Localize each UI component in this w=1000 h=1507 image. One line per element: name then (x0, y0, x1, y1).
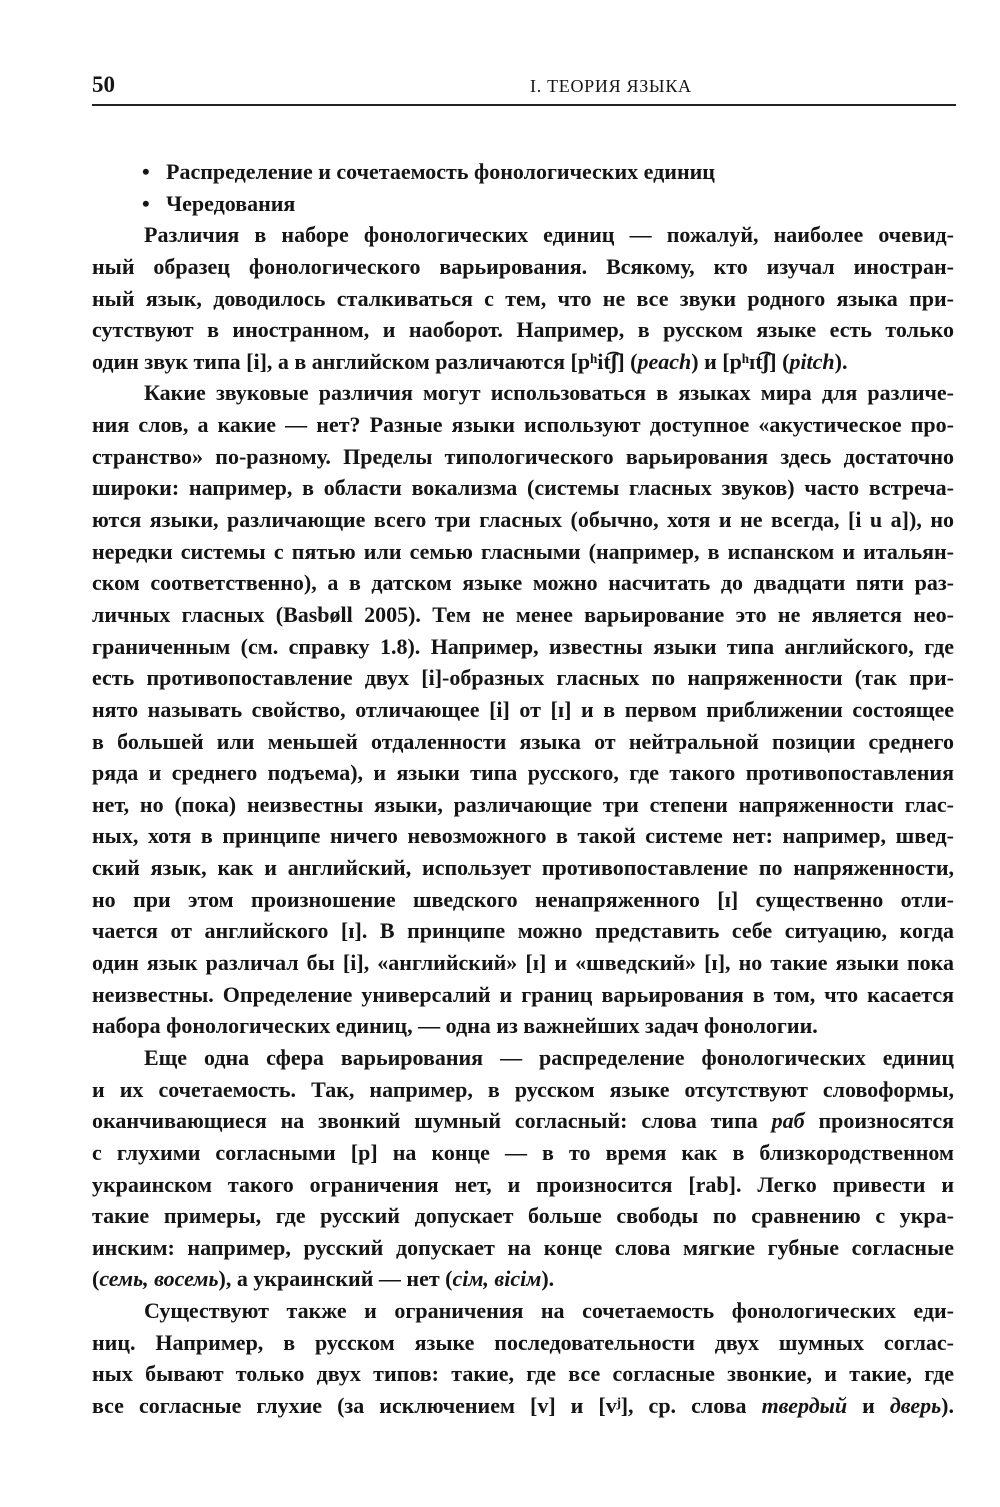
text-line: ный образец фонологического варьирования. Всякому, кто изучал иностран- (92, 253, 954, 279)
text-line: широки: например, в области вокализма (системы гласных звуков) часто встреча- (92, 475, 954, 501)
list-item: • Чередования (92, 188, 954, 220)
text-line: есть противопоставление двух [i]-образных гласных по напряженности (так при- (92, 665, 954, 691)
bullet-list (92, 156, 954, 219)
italic-term: peach (637, 348, 692, 374)
text-line: ниц. Например, в русском языке последовательности двух шумных соглас- (92, 1329, 954, 1355)
text-line: неизвестны. Определение универсалий и границ варьирования в том, что касается (92, 981, 954, 1007)
bullet-icon: • (142, 190, 150, 216)
text-line: ский язык, как и английский, использует противопоставление по напряженности, (92, 855, 954, 881)
bold-term: нейтральной позиции (628, 728, 856, 754)
page-body (92, 156, 954, 1422)
text-line: (семь, восемь), а украинский — нет (сім, вісім). (92, 1266, 555, 1292)
text-line: личных гласных (Basbøll 2005). Тем не менее варьирование это не является нео- (92, 601, 954, 627)
text-line: ных бывают только двух типов: такие, где все согласные звонкие, и такие, где (92, 1361, 954, 1387)
paragraph-1 (92, 219, 954, 377)
paragraph-2 (92, 377, 954, 1041)
list-item: • Распределение и сочетаемость фонологических единиц (92, 156, 954, 188)
page-header (92, 70, 956, 106)
text-line: с глухими согласными [p] на конце — в то время как в близкородственном (92, 1139, 954, 1165)
text-line: граниченным (см. справку 1.8). Например, известны языки типа английского, где (92, 633, 954, 659)
bullet-icon: • (142, 159, 150, 184)
text-line: нередки системы с пятью или семью гласными (например, в испанском и итальян- (92, 538, 954, 564)
paragraph-3 (92, 1042, 954, 1295)
text-line: Различия в наборе фонологических единиц — пожалуй, наиболее очевид- (144, 222, 954, 248)
text-line: Еще одна сфера варьирования — распределение фонологических единиц (144, 1044, 954, 1070)
italic-term: дверь (889, 1392, 942, 1418)
text-line: но при этом произношение шведского ненапряженного [ɪ] существенно отли- (92, 886, 954, 912)
text-line: оканчивающиеся на звонкий шумный согласный: слова типа раб произносятся (92, 1108, 954, 1134)
text-line: ском соответственно), а в датском языке можно насчитать до двадцати пяти раз- (92, 570, 954, 596)
text-line: один звук типа [i], а в английском различаются [pʰit͡ʃ] (peach) и [pʰɪt͡ʃ] (pitch). (92, 348, 848, 374)
text-line: инским: например, русский допускает на конце слова мягкие губные согласные (92, 1234, 954, 1260)
italic-term: твердый (761, 1392, 848, 1418)
italic-term: сім, вісім (452, 1266, 542, 1292)
running-title: I. ТЕОРИЯ ЯЗЫКА (530, 76, 692, 96)
italic-term: pitch (789, 348, 835, 374)
text-line: Существуют также и ограничения на сочетаемость фонологических еди- (144, 1298, 954, 1324)
text-line: и их сочетаемость. Так, например, в русском языке отсутствуют словоформы, (92, 1076, 954, 1102)
italic-term: раб (771, 1108, 805, 1134)
text-line: ный язык, доводилось сталкиваться с тем, что не все звуки родного языка при- (92, 285, 954, 311)
text-line: ния слов, а какие — нет? Разные языки используют доступное «акустическое про- (92, 412, 954, 438)
text-line: ных, хотя в принципе ничего невозможного в такой системе нет: например, швед- (92, 823, 954, 849)
text-line: набора фонологических единиц, — одна из важнейших задач фонологии. (92, 1013, 818, 1039)
text-line: все согласные глухие (за исключением [v] и [vʲ], ср. слова твердый и дверь). (92, 1392, 954, 1418)
text-line: нет, но (пока) неизвестны языки, различающие три степени напряженности глас- (92, 791, 954, 817)
page-number: 50 (92, 72, 115, 97)
paragraph-4 (92, 1295, 954, 1422)
text-line: нято называть свойство, отличающее [i] от [ɪ] и в первом приближении состоящее (92, 696, 954, 722)
text-line: такие примеры, где русский допускает больше свободы по сравнению с укра- (92, 1203, 954, 1229)
text-line: украинском такого ограничения нет, и произносится [rab]. Легко привести и (92, 1171, 954, 1197)
text-line: сутствуют в иностранном, и наоборот. Например, в русском языке есть только (92, 317, 954, 343)
text-line: в большей или меньшей отдаленности языка от нейтральной позиции среднего (92, 728, 955, 754)
text-line: ются языки, различающие всего три гласных (обычно, хотя и не всегда, [i u a]), но (92, 507, 954, 533)
bold-term: вокализма (411, 475, 518, 501)
text-line: чается от английского [ɪ]. В принципе можно представить себе ситуацию, когда (92, 918, 954, 944)
italic-term: семь, восемь (99, 1266, 219, 1292)
text-line: ряда и среднего подъема), и языки типа русского, где такого противопоставления (92, 760, 954, 786)
text-line: Какие звуковые различия могут использоваться в языках мира для различе- (144, 380, 954, 406)
text-line: странство» по-разному. Пределы типологического варьирования здесь достаточно (92, 443, 954, 469)
text-line: один язык различал бы [i], «английский» [ɪ] и «шведский» [ɪ], но такие языки пока (92, 950, 954, 976)
